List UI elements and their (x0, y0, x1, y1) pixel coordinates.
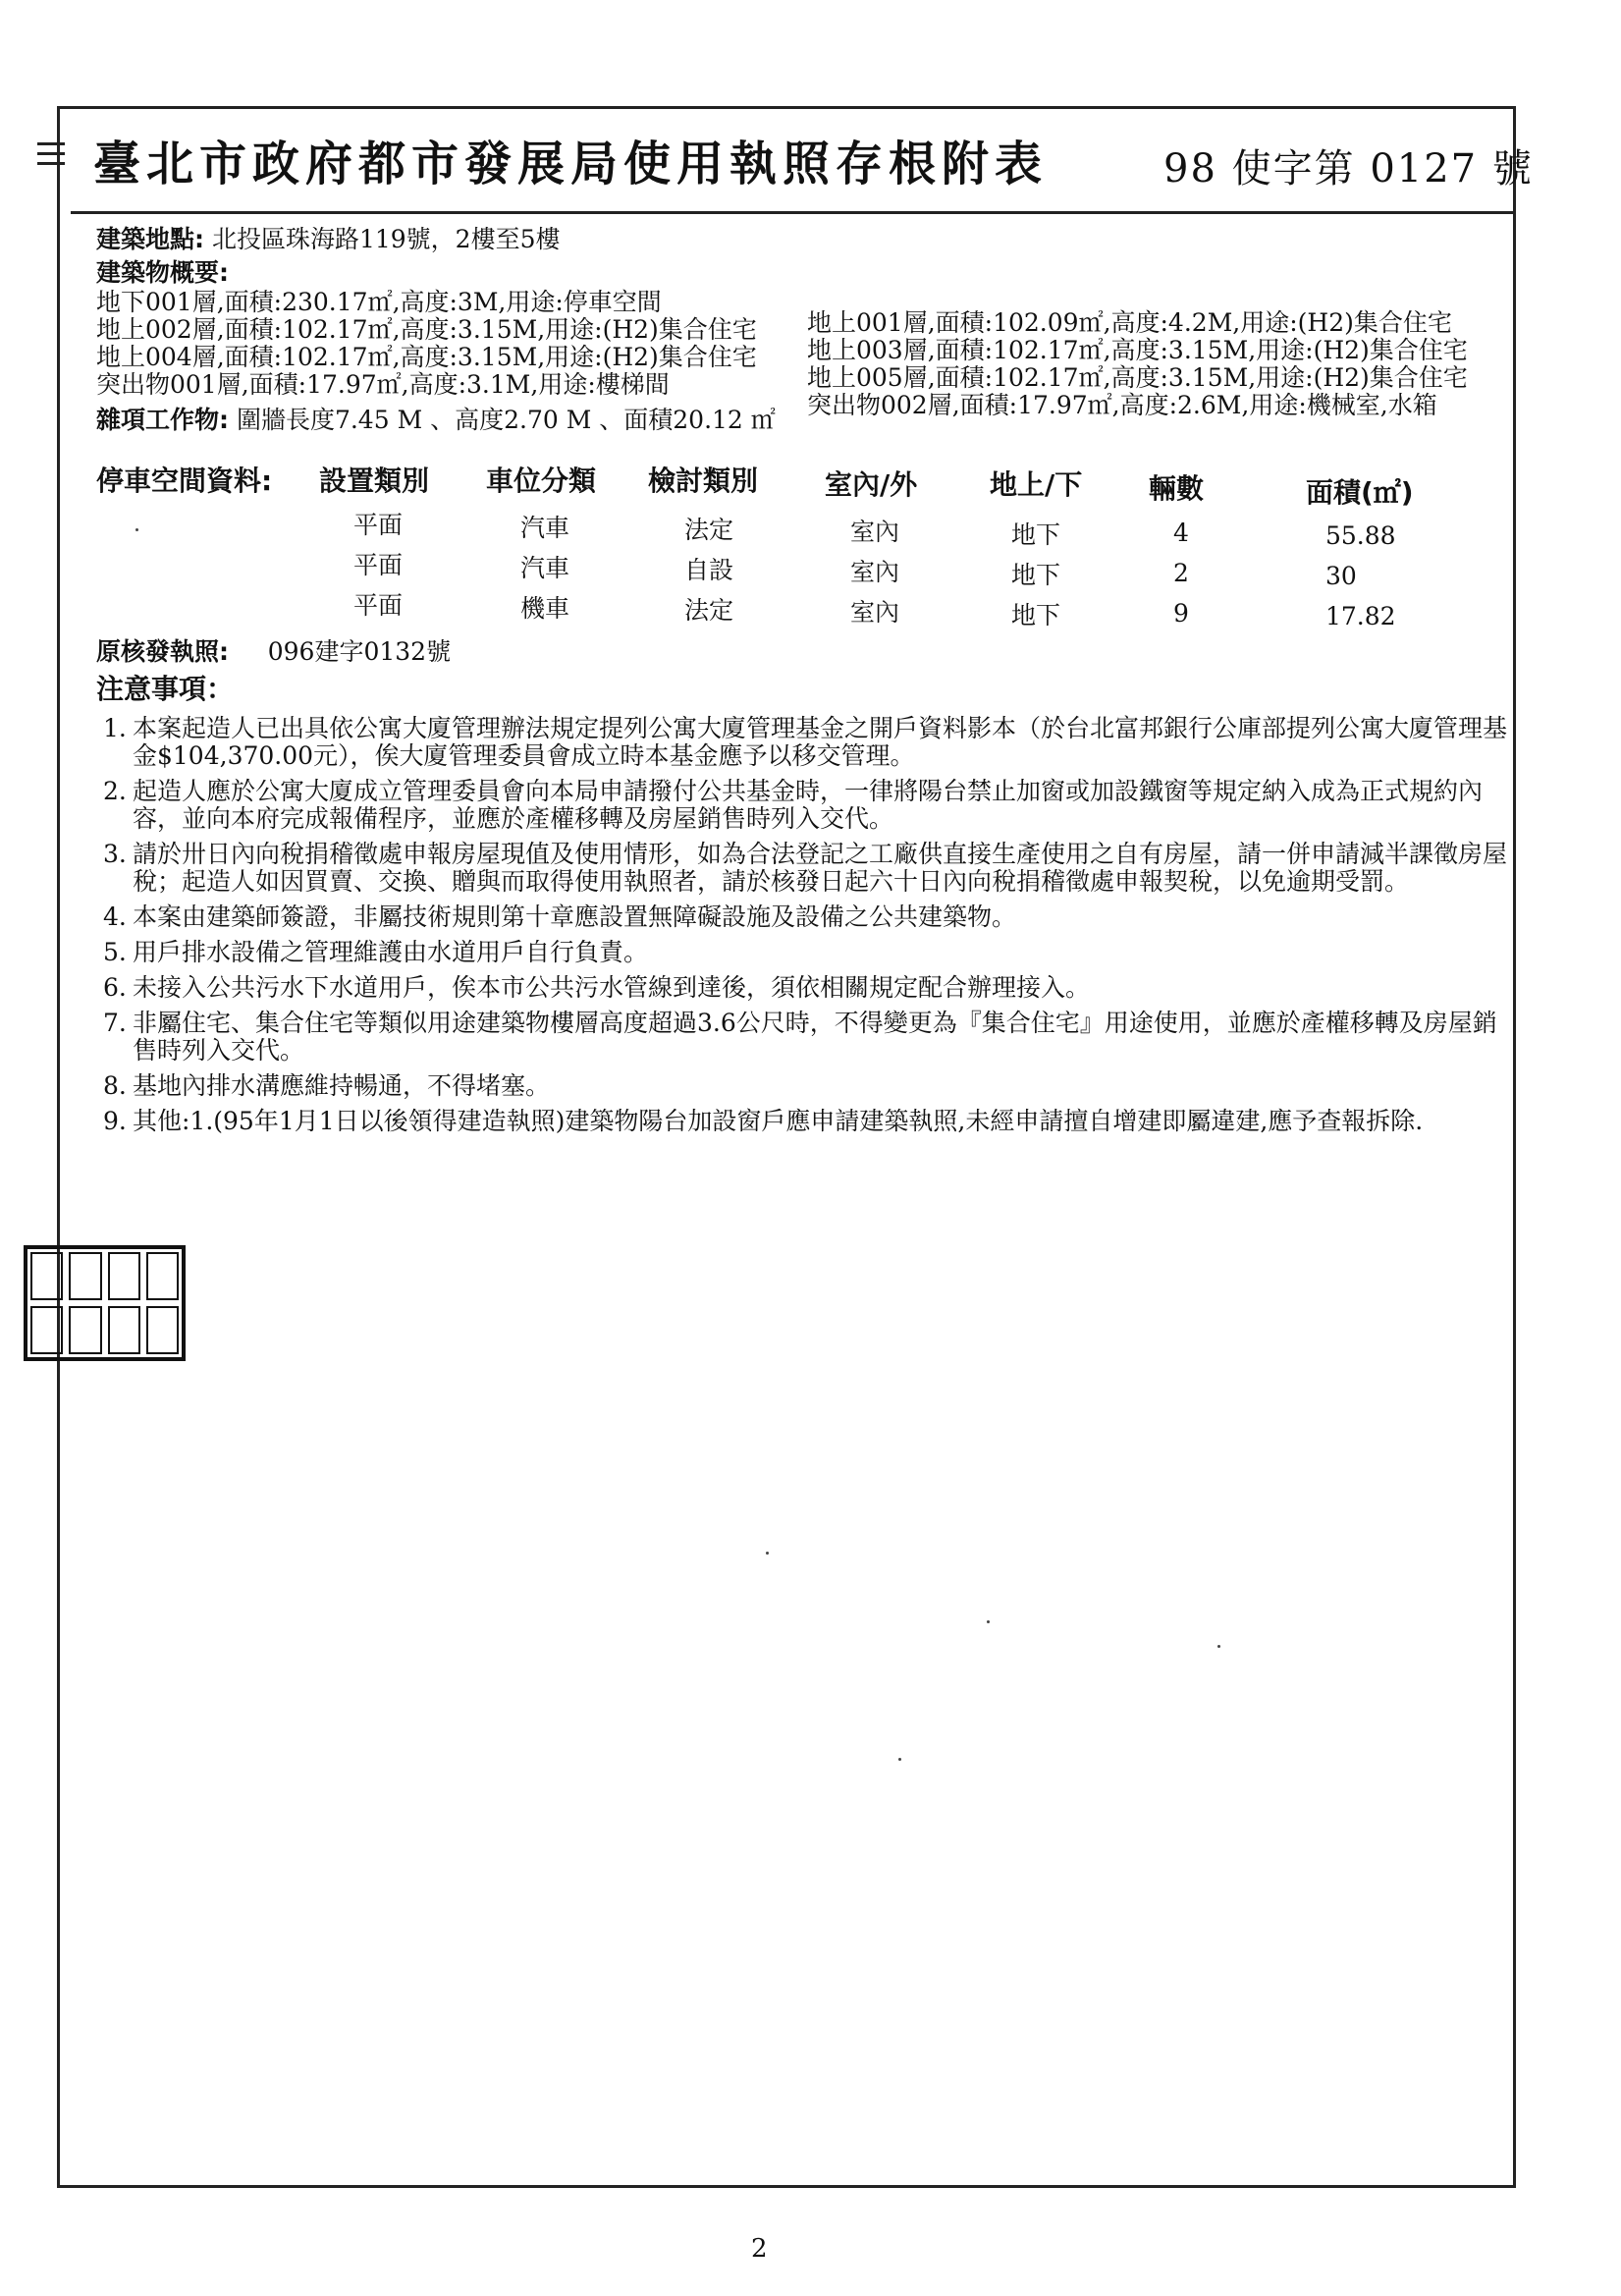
scan-speck (987, 1620, 990, 1623)
parking-header-category: 車位分類 (486, 465, 597, 497)
note-text: 請於卅日內向稅捐稽徵處申報房屋現值及使用情形，如為合法登記之工廠供直接生產使用之自有房屋，請一併申請減半課徵房屋稅；起造人如因買賣、交換、贈與而取得使用執照者，請於核發日起六十日內向稅捐稽徵處申報契稅，以免逾期受罰。 (133, 840, 1508, 896)
parking-cell: 55.88 (1325, 521, 1396, 550)
page-number: 2 (751, 2234, 768, 2264)
note-item (103, 903, 1517, 931)
parking-cell: 室內 (850, 598, 900, 627)
note-number: 8. (103, 1071, 127, 1100)
note-text: 本案起造人已出具依公寓大廈管理辦法規定提列公寓大廈管理基金之開戶資料影本（於台北富邦銀行公庫部提列公寓大廈管理基金$104,370.00元），俟大廈管理委員會成立時本基金應予以移交管理。 (133, 714, 1508, 770)
overview-right-4: 突出物002層,面積:17.97㎡,高度:2.6M,用途:機械室,水箱 (807, 391, 1437, 419)
misc-row (96, 407, 776, 433)
parking-cell: 地下 (1011, 561, 1061, 589)
parking-cell: 平面 (353, 551, 404, 579)
note-text: 非屬住宅、集合住宅等類似用途建築物樓層高度超過3.6公尺時，不得變更為『集合住宅』用途使用，並應於產權移轉及房屋銷售時列入交代。 (133, 1009, 1497, 1065)
parking-header-level: 地上/下 (990, 468, 1083, 501)
binding-marks (37, 142, 65, 172)
note-item (103, 939, 1517, 966)
parking-cell: 2 (1173, 559, 1189, 587)
parking-header-count: 輛數 (1149, 472, 1205, 505)
note-number: 6. (103, 973, 127, 1002)
note-number: 7. (103, 1009, 127, 1037)
note-text: 起造人應於公寓大廈成立管理委員會向本局申請撥付公共基金時，一律將陽台禁止加窗或加設鐵窗等規定納入成為正式規約內容，並向本府完成報備程序，並應於產權移轉及房屋銷售時列入交代。 (133, 777, 1484, 833)
note-item (103, 1072, 1517, 1100)
parking-header-review: 檢討類別 (648, 465, 759, 497)
overview-right-2: 地上003層,面積:102.17㎡,高度:3.15M,用途:(H2)集合住宅 (807, 336, 1468, 364)
misc-value: 圍牆長度7.45 M 、高度2.70 M 、面積20.12 ㎡ (236, 406, 776, 434)
site-row (96, 226, 560, 252)
parking-cell: 平面 (353, 591, 404, 620)
parking-header-area: 面積(㎡) (1306, 476, 1414, 509)
parking-cell: 自設 (684, 556, 734, 584)
note-item (103, 974, 1517, 1002)
note-item (103, 1010, 1517, 1065)
site-value: 北投區珠海路119號，2樓至5樓 (211, 225, 561, 253)
parking-cell: 機車 (520, 594, 570, 623)
overview-left-2: 地上002層,面積:102.17㎡,高度:3.15M,用途:(H2)集合住宅 (96, 315, 757, 344)
overview-label: 建築物概要: (96, 258, 229, 287)
notes-list (103, 715, 1522, 1143)
parking-cell: 法定 (684, 596, 734, 625)
parking-cell: 室內 (850, 558, 900, 586)
note-number: 9. (103, 1107, 127, 1135)
site-label: 建築地點: (96, 225, 204, 253)
note-text: 其他:1.(95年1月1日以後領得建造執照)建築物陽台加設窗戶應申請建築執照,未經申請擅自增建即屬違建,應予查報拆除. (133, 1107, 1424, 1135)
overview-left-3: 地上004層,面積:102.17㎡,高度:3.15M,用途:(H2)集合住宅 (96, 343, 757, 371)
parking-cell: 地下 (1011, 601, 1061, 629)
note-number: 4. (103, 902, 127, 931)
original-permit-row (96, 638, 451, 665)
original-permit-value: 096建字0132號 (267, 637, 452, 666)
parking-cell: 30 (1325, 562, 1357, 590)
parking-cell: 9 (1173, 599, 1189, 628)
scan-speck (135, 528, 138, 531)
permit-number: 98 使字第 0127 號 (1163, 146, 1534, 191)
note-number: 5. (103, 938, 127, 966)
note-number: 1. (103, 714, 127, 742)
original-permit-label: 原核發執照: (96, 637, 229, 666)
note-item (103, 1108, 1517, 1135)
parking-label: 停車空間資料: (96, 465, 273, 497)
note-text: 基地內排水溝應維持暢通，不得堵塞。 (133, 1071, 551, 1100)
scan-speck (766, 1552, 769, 1555)
notes-label: 注意事項： (96, 673, 235, 705)
parking-header-indoor: 室內/外 (825, 468, 918, 501)
parking-cell: 室內 (850, 518, 900, 546)
note-number: 3. (103, 840, 127, 868)
official-seal (24, 1245, 186, 1361)
note-text: 本案由建築師簽證，非屬技術規則第十章應設置無障礙設施及設備之公共建築物。 (133, 902, 1017, 931)
parking-cell: 地下 (1011, 520, 1061, 549)
note-item (103, 715, 1517, 770)
overview-left-1: 地下001層,面積:230.17㎡,高度:3M,用途:停車空間 (96, 288, 662, 316)
overview-left-4: 突出物001層,面積:17.97㎡,高度:3.1M,用途:樓梯間 (96, 370, 670, 399)
note-item (103, 841, 1517, 896)
note-text: 用戶排水設備之管理維護由水道用戶自行負責。 (133, 938, 649, 966)
parking-cell: 平面 (353, 511, 404, 539)
parking-cell: 汽車 (520, 554, 570, 582)
overview-right-3: 地上005層,面積:102.17㎡,高度:3.15M,用途:(H2)集合住宅 (807, 363, 1468, 392)
misc-label: 雜項工作物: (96, 406, 229, 434)
page-title: 臺北市政府都市發展局使用執照存根附表 (93, 137, 1049, 191)
parking-cell: 汽車 (520, 514, 570, 542)
parking-cell: 17.82 (1325, 602, 1396, 630)
parking-cell: 法定 (684, 516, 734, 544)
scan-speck (1217, 1645, 1220, 1648)
note-number: 2. (103, 777, 127, 805)
note-item (103, 778, 1517, 833)
parking-cell: 4 (1173, 519, 1189, 547)
overview-right-1: 地上001層,面積:102.09㎡,高度:4.2M,用途:(H2)集合住宅 (807, 308, 1452, 337)
note-text: 未接入公共污水下水道用戶，俟本市公共污水管線到達後，須依相關規定配合辦理接入。 (133, 973, 1091, 1002)
parking-header-type: 設置類別 (319, 465, 430, 497)
scan-speck (898, 1758, 901, 1761)
